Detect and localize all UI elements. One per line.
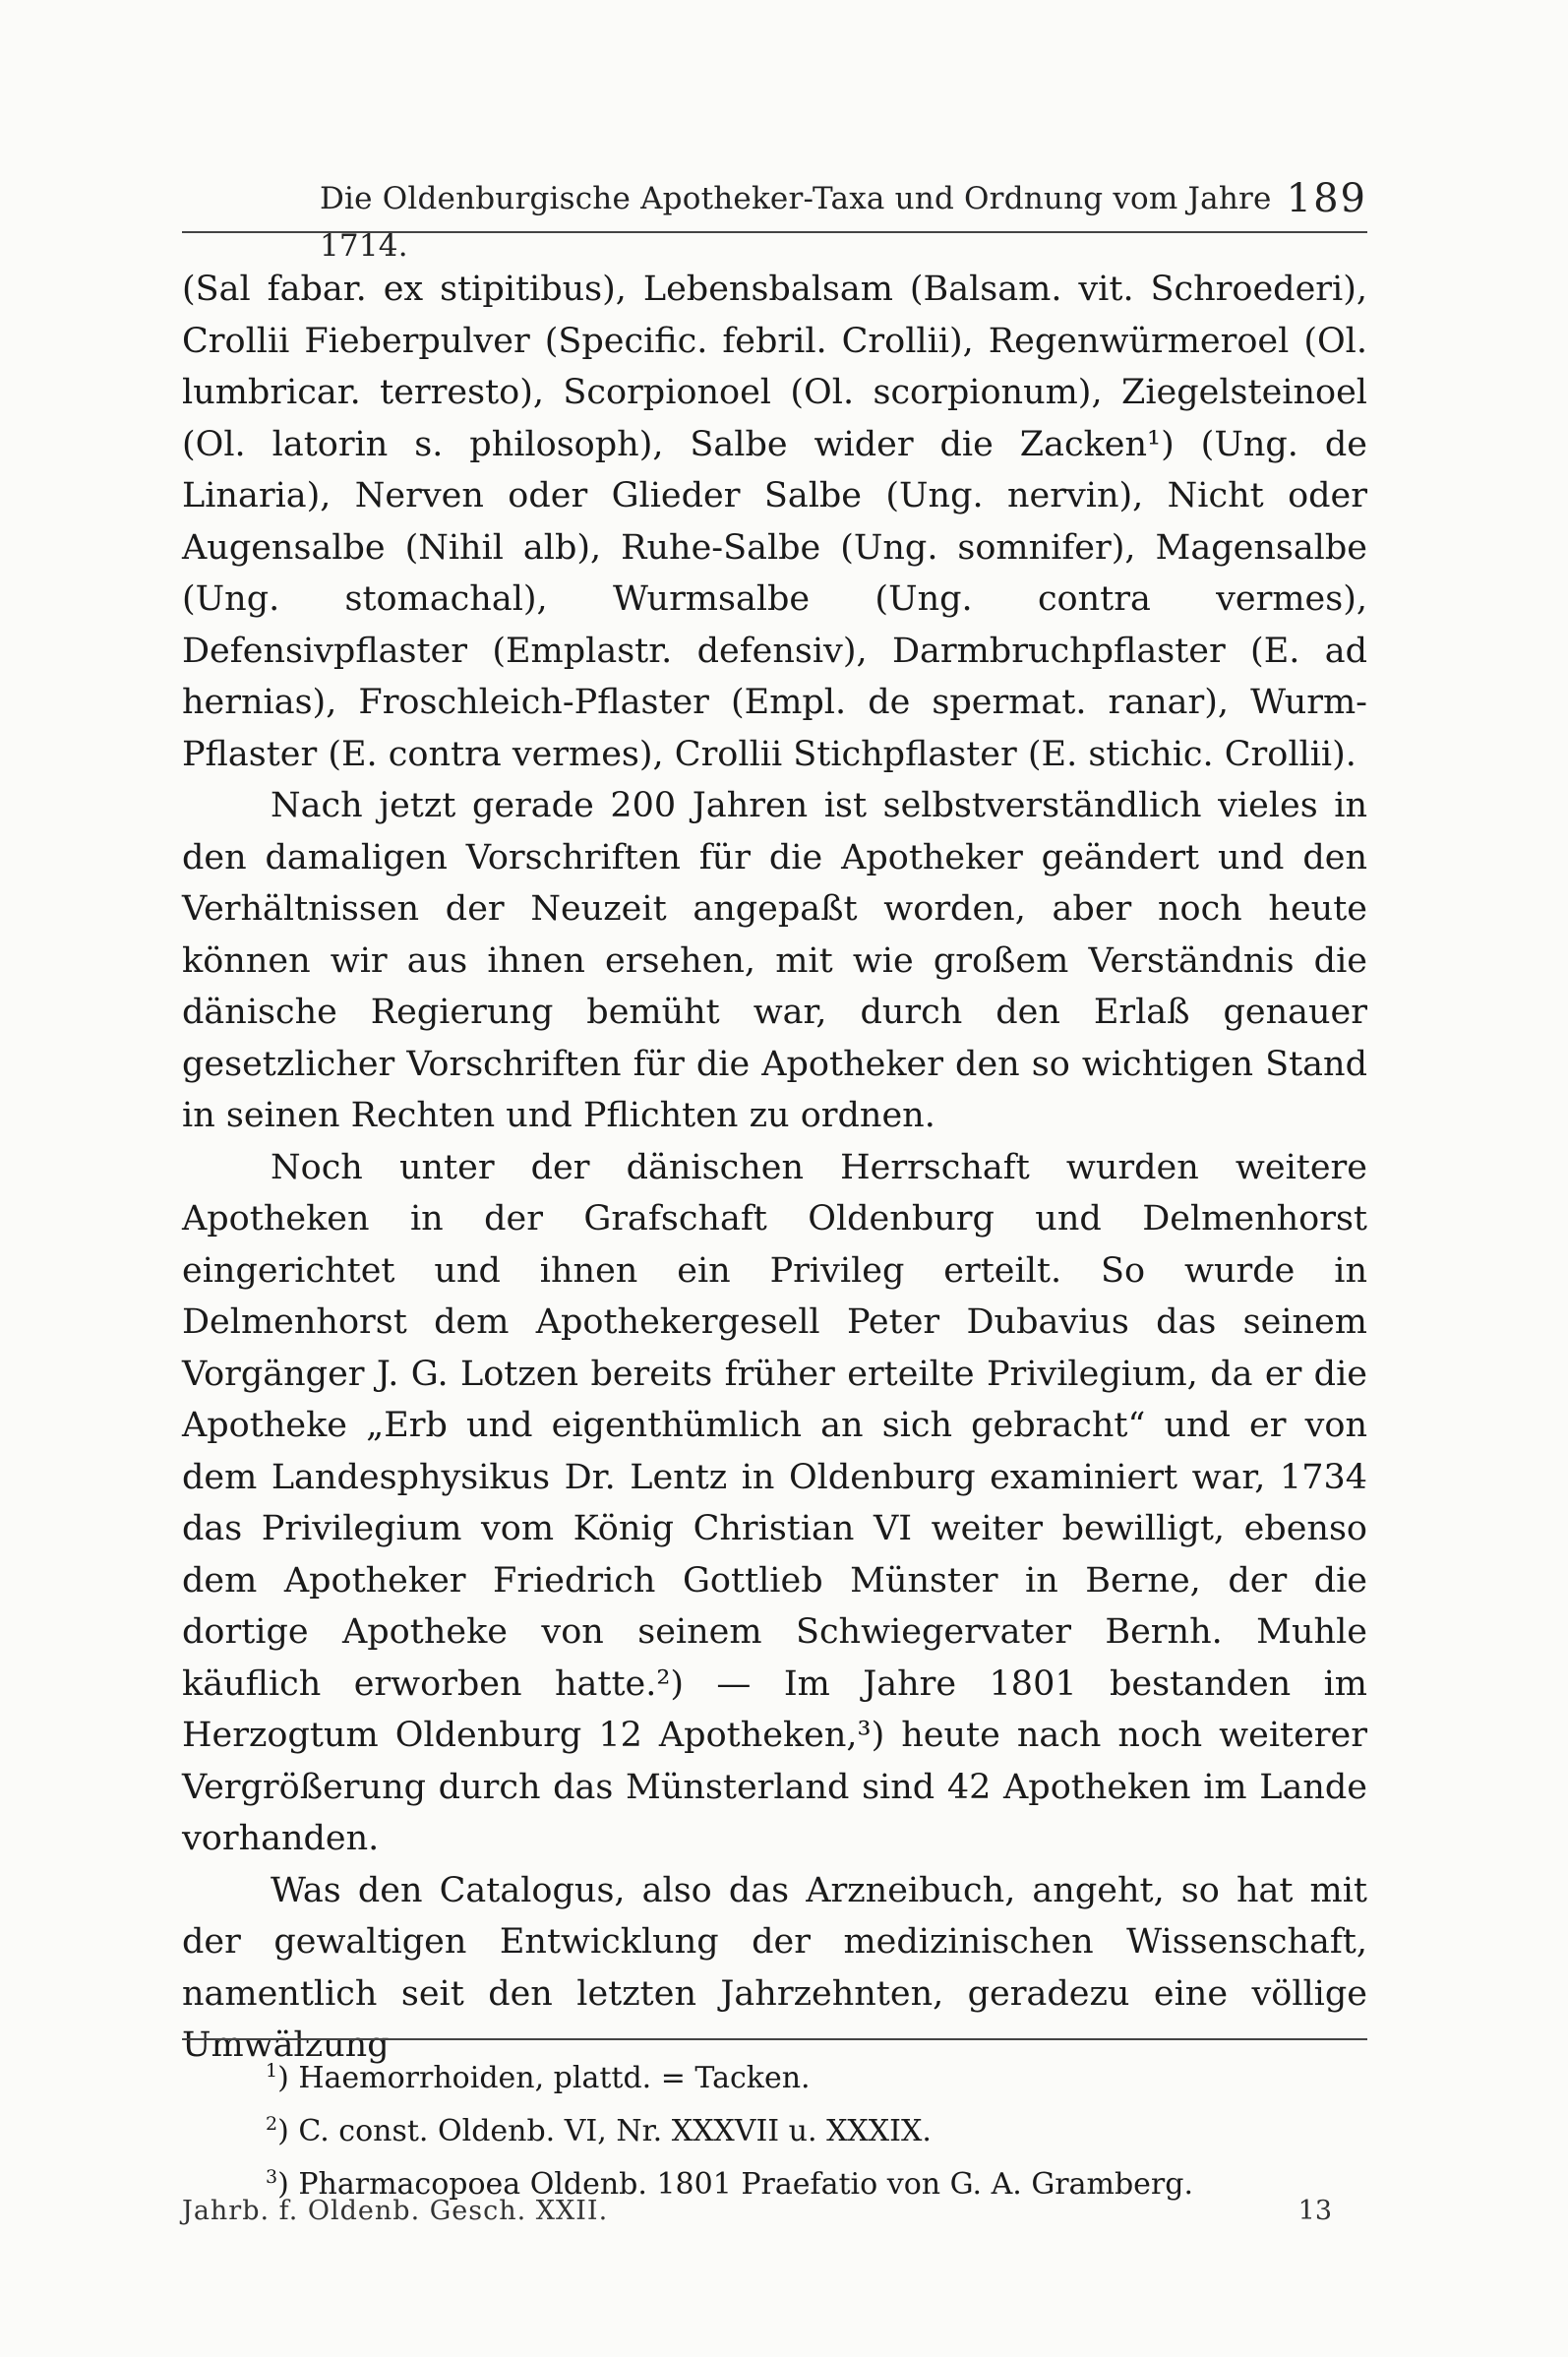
footnote-text: Haemorrhoiden, plattd. = Tacken. [298, 2061, 811, 2095]
signature-number: 13 [1297, 2196, 1332, 2226]
body-text [182, 264, 1367, 2072]
running-title: Die Oldenburgische Apotheker-Taxa und Ordnung vom Jahre 1714. [320, 181, 1272, 264]
paragraph: (Sal fabar. ex stipitibus), Lebensbalsam (Balsam. vit. Schroederi), Crollii Fieberpulver (Specific. febril. Crollii), Regenwürmeroel (Ol. lumbricar. terresto), Scorpionoel (Ol. scorpionum), Ziegelsteinoel (Ol. latorin s. philosoph), Salbe wider die Zacken¹) (Ung. de Linaria), Nerven oder Glieder Salbe (Ung. nervin), Nicht oder Augensalbe (Nihil alb), Ruhe-Salbe (Ung. somnifer), Magensalbe (Ung. stomachal), Wurmsalbe (Ung. contra vermes), Defensivpflaster (Emplastr. defensiv), Darmbruchpflaster (E. ad hernias), Froschleich-Pflaster (Empl. de spermat. ranar), Wurm-Pflaster (E. contra vermes), Crollii Stichpflaster (E. stichic. Crollii). [182, 270, 1367, 774]
footnotes [266, 2048, 1348, 2207]
running-head [182, 175, 1367, 264]
footnote-text: C. const. Oldenb. VI, Nr. XXXVII u. XXXIX. [298, 2114, 932, 2148]
footnote-marker: 2 [266, 2113, 278, 2135]
footnote-marker: 1 [266, 2060, 278, 2082]
footnote: $^1$) Haemorrhoiden, plattd. = Tacken. [266, 2060, 811, 2095]
footnote-rule [182, 2038, 1367, 2040]
paragraph: Was den Catalogus, also das Arzneibuch, angeht, so hat mit der gewaltigen Entwicklung der medizinischen Wissenschaft, namentlich seit den letzten Jahrzehnten, geradezu eine völlige Umwälzung [182, 1870, 1367, 2065]
header-rule [182, 231, 1367, 233]
page-number: 189 [1286, 176, 1367, 221]
signature-line [182, 2190, 1367, 2233]
printer-signature: Jahrb. f. Oldenb. Gesch. XXII. [182, 2196, 609, 2226]
footnote: $^3$) Pharmacopoea Oldenb. 1801 Praefatio von G. A. Gramberg. [266, 2166, 1193, 2202]
paragraph: Noch unter der dänischen Herrschaft wurden weitere Apotheken in der Grafschaft Oldenburg und Delmenhorst eingerichtet und ihnen ein Privileg erteilt. So wurde in Delmenhorst dem Apothekergesell Peter Dubavius das seinem Vorgänger J. G. Lotzen bereits früher erteilte Privilegium, da er die Apotheke „Erb und eigenthümlich an sich gebracht“ und er von dem Landesphysikus Dr. Lentz in Oldenburg examiniert war, 1734 das Privilegium vom König Christian VI weiter bewilligt, ebenso dem Apotheker Friedrich Gottlieb Münster in Berne, der die dortige Apotheke von seinem Schwiegervater Bernh. Muhle käuflich erworben hatte.²) — Im Jahre 1801 bestanden im Herzogtum Oldenburg 12 Apotheken,³) heute nach noch weiterer Vergrößerung durch das Münsterland sind 42 Apotheken im Lande vorhanden. [182, 1147, 1367, 1858]
footnote-marker: 3 [266, 2166, 278, 2188]
footnote-text: Pharmacopoea Oldenb. 1801 Praefatio von G. A. Gramberg. [298, 2167, 1193, 2202]
paragraph: Nach jetzt gerade 200 Jahren ist selbstverständlich vieles in den damaligen Vorschriften für die Apotheker geändert und den Verhältnissen der Neuzeit angepaßt worden, aber noch heute können wir aus ihnen ersehen, mit wie großem Verständnis die dänische Regierung bemüht war, durch den Erlaß genauer gesetzlicher Vorschriften für die Apotheker den so wichtigen Stand in seinen Rechten und Pflichten zu ordnen. [182, 786, 1367, 1135]
footnote: $^2$) C. const. Oldenb. VI, Nr. XXXVII u. XXXIX. [266, 2113, 932, 2148]
